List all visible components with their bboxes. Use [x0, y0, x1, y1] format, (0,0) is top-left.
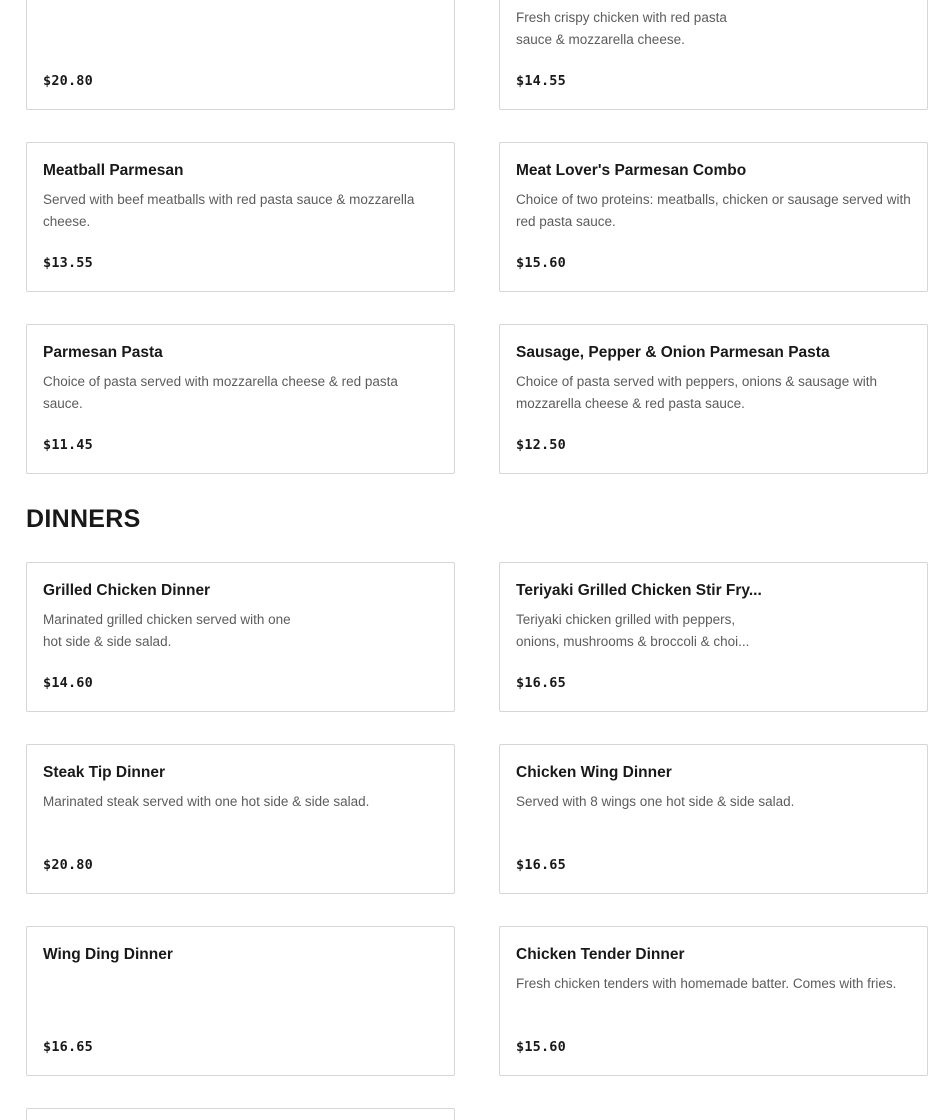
menu-item-card[interactable] — [26, 324, 455, 474]
menu-item-card[interactable] — [26, 744, 455, 894]
menu-item-price: $20.80 — [43, 73, 93, 89]
menu-item-name: Teriyaki Grilled Chicken Stir Fry... — [516, 582, 762, 599]
menu-item-card[interactable] — [26, 926, 455, 1076]
menu-item-name: Meatball Parmesan — [43, 162, 184, 179]
section-heading-dinners: DINNERS — [26, 505, 141, 533]
menu-item-description: Choice of two proteins: meatballs, chicken or sausage served with red pasta sauce. — [516, 192, 911, 229]
menu-item-description: Marinated steak served with one hot side & side salad. — [43, 794, 370, 809]
menu-item-description: Served with 8 wings one hot side & side salad. — [516, 794, 795, 809]
menu-item-card[interactable] — [499, 142, 928, 292]
menu-item-name: Parmesan Pasta — [43, 344, 163, 361]
menu-item-card[interactable] — [499, 324, 928, 474]
menu-item-card[interactable] — [26, 0, 455, 110]
menu-item-card[interactable] — [499, 926, 928, 1076]
menu-item-price: $11.45 — [43, 437, 93, 453]
menu-item-name: Chicken Wing Dinner — [516, 764, 672, 781]
menu-item-name: Chicken Tender Dinner — [516, 946, 685, 963]
menu-item-description: Choice of pasta served with peppers, onions & sausage with mozzarella cheese & red pasta sauce. — [516, 374, 877, 411]
menu-item-card[interactable] — [499, 0, 928, 110]
menu-item-card[interactable] — [26, 142, 455, 292]
menu-item-price: $14.60 — [43, 675, 93, 691]
menu-item-description: Served with beef meatballs with red pasta sauce & mozzarella cheese. — [43, 192, 415, 229]
menu-item-card[interactable] — [499, 744, 928, 894]
menu-item-description: Fresh chicken tenders with homemade batter. Comes with fries. — [516, 976, 897, 991]
menu-item-price: $13.55 — [43, 255, 93, 271]
menu-item-description: Teriyaki chicken grilled with peppers, onions, mushrooms & broccoli & choi... — [516, 612, 750, 649]
menu-item-description: Fresh crispy chicken with red pasta sauce & mozzarella cheese. — [516, 10, 727, 47]
menu-item-price: $15.60 — [516, 255, 566, 271]
menu-item-name: Grilled Chicken Dinner — [43, 582, 211, 599]
menu-item-card[interactable] — [26, 1108, 455, 1120]
menu-item-description: Marinated grilled chicken served with one hot side & side salad. — [43, 612, 291, 649]
menu-item-price: $15.60 — [516, 1039, 566, 1055]
menu-item-card[interactable] — [26, 562, 455, 712]
menu-item-price: $20.80 — [43, 857, 93, 873]
menu-item-name: Wing Ding Dinner — [43, 946, 173, 963]
menu-item-description: Choice of pasta served with mozzarella cheese & red pasta sauce. — [43, 374, 398, 411]
menu-item-price: $16.65 — [43, 1039, 93, 1055]
menu-item-price: $16.65 — [516, 857, 566, 873]
menu-item-card[interactable] — [499, 562, 928, 712]
menu-item-price: $16.65 — [516, 675, 566, 691]
menu-item-name: Meat Lover's Parmesan Combo — [516, 162, 747, 179]
menu-item-name: Sausage, Pepper & Onion Parmesan Pasta — [516, 344, 830, 361]
menu-item-price: $14.55 — [516, 73, 566, 89]
menu-item-price: $12.50 — [516, 437, 566, 453]
menu-item-name: Steak Tip Dinner — [43, 764, 166, 781]
